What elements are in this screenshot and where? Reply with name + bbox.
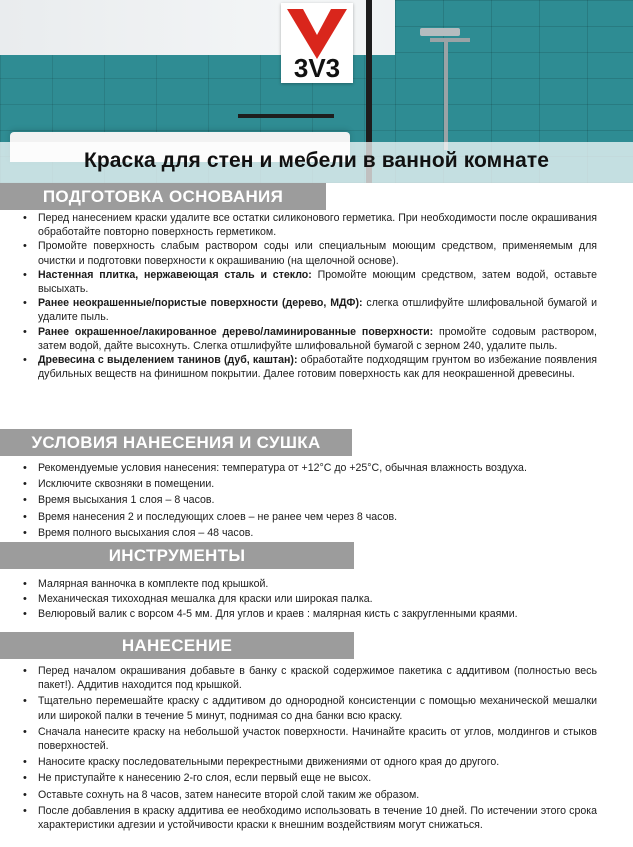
list-item-text: Сначала нанесите краску на небольшой участок поверхности. Начинайте красить от углов, молдингов и стыков поверхностей.	[38, 725, 597, 753]
list-item-text: Время нанесения 2 и последующих слоев – не ранее чем через 8 часов.	[38, 510, 398, 523]
list-item	[0, 493, 633, 507]
list-item-text: Исключите сквозняки в помещении.	[38, 478, 215, 491]
list-item-bold: Настенная плитка, нержавеющая сталь и стекло:	[38, 268, 312, 281]
conditions-list	[0, 461, 633, 540]
list-item-bold: Ранее окрашенное/лакированное дерево/ламинированные поверхности:	[38, 325, 434, 338]
list-item	[0, 353, 633, 381]
section-heading-text: ИНСТРУМЕНТЫ	[108, 546, 246, 565]
list-item	[0, 526, 633, 540]
application-list	[0, 664, 633, 832]
list-item-text: Не приступайте к нанесению 2-го слоя, если первый еще не высох.	[38, 772, 372, 785]
list-item	[0, 804, 633, 832]
list-item	[0, 296, 633, 324]
list-item-text: Промойте моющим средством, затем водой, оставьте высыхать.	[38, 268, 597, 296]
list-item	[0, 725, 633, 753]
list-item-text: Промойте поверхность слабым раствором соды или специальным моющим средством, применяемым для очистки и подготовки поверхности к окрашиванию (на щелочной основе).	[38, 240, 597, 267]
list-item	[0, 788, 633, 802]
list-item	[0, 239, 633, 267]
tools-list	[0, 577, 633, 622]
list-item-text: Время высыхания 1 слоя – 8 часов.	[38, 494, 215, 507]
list-item	[0, 607, 633, 621]
list-item-text: После добавления в краску аддитива ее необходимо использовать в течение 10 дней. По истечении этого срока характеристики адгезии и устойчивости краски к внешним воздействиям могут снижаться.	[38, 804, 597, 832]
list-item-bold: Древесина с выделением танинов (дуб, каштан):	[38, 354, 298, 367]
list-item-text: Тщательно перемешайте краску с аддитивом до однородной консистенции с помощью механической мешалки или широкой палки в течение 5 минут, поднимая со дна банки всю краску.	[38, 695, 597, 722]
list-item-text: Оставьте сохнуть на 8 часов, затем нанесите второй слой таким же образом.	[38, 788, 420, 801]
list-item	[0, 461, 633, 475]
list-item	[0, 694, 633, 722]
list-item	[0, 268, 633, 296]
list-item	[0, 211, 633, 239]
list-item	[0, 477, 633, 491]
logo-text: 3V3	[293, 53, 341, 83]
page-title: Краска для стен и мебели в ванной комнате	[83, 149, 550, 172]
section-heading-text: ПОДГОТОВКА ОСНОВАНИЯ	[42, 187, 284, 206]
list-item-text: слегка отшлифуйте шлифовальной бумагой и удалите пыль.	[38, 297, 597, 324]
section-heading-application	[0, 632, 354, 659]
section-heading-preparation	[0, 183, 326, 210]
list-item	[0, 577, 633, 591]
list-item	[0, 592, 633, 606]
section-heading-text: УСЛОВИЯ НАНЕСЕНИЯ И СУШКА	[31, 433, 321, 452]
list-item-text: Механическая тихоходная мешалка для краски или широкая палка.	[38, 593, 373, 606]
list-item-text: обработайте подходящим грунтом во избежание появления дубильных веществ на финишном покрытии. Далее готовим поверхность как для неокрашенной древесины.	[38, 354, 598, 381]
list-item-text: промойте содовым раствором, затем водой, дайте высохнуть. Слегка отшлифуйте шлифовальной бумагой с зерном 240, удалите пыль.	[38, 325, 597, 352]
brand-logo	[281, 3, 353, 83]
list-item-text: Велюровый валик с ворсом 4-5 мм. Для углов и краев : малярная кисть с закругленными краями.	[38, 608, 518, 621]
shower-arm	[430, 38, 470, 42]
list-item-text: Наносите краску последовательными перекрестными движениями от одного края до другого.	[38, 756, 500, 769]
preparation-list	[0, 211, 633, 381]
section-heading-text: НАНЕСЕНИЕ	[121, 636, 233, 655]
list-item-bold: Ранее неокрашенные/пористые поверхности (дерево, МДФ):	[38, 297, 363, 310]
list-item-text: Перед нанесением краски удалите все остатки силиконового герметика. При необходимости после окрашивания обработайте повторно поверхность герметиком.	[38, 212, 597, 239]
list-item	[0, 771, 633, 785]
list-item	[0, 510, 633, 524]
list-item-text: Малярная ванночка в комплекте под крышкой.	[38, 578, 269, 590]
list-item	[0, 664, 633, 692]
list-item-text: Перед началом окрашивания добавьте в банку с краской содержимое пакетика с аддитивом (полностью весь пакет!). Аддитив находится под крышкой.	[38, 665, 597, 692]
wall-shelf	[238, 114, 334, 118]
shower-head-icon	[420, 28, 460, 36]
shower-pipe	[444, 40, 448, 150]
list-item	[0, 325, 633, 353]
section-heading-tools	[0, 542, 354, 569]
list-item-text: Рекомендуемые условия нанесения: температура от +12°C до +25°C, обычная влажность воздуха.	[38, 462, 527, 474]
section-heading-conditions	[0, 429, 352, 456]
list-item-text: Время полного высыхания слоя – 48 часов.	[38, 526, 254, 539]
list-item	[0, 755, 633, 769]
